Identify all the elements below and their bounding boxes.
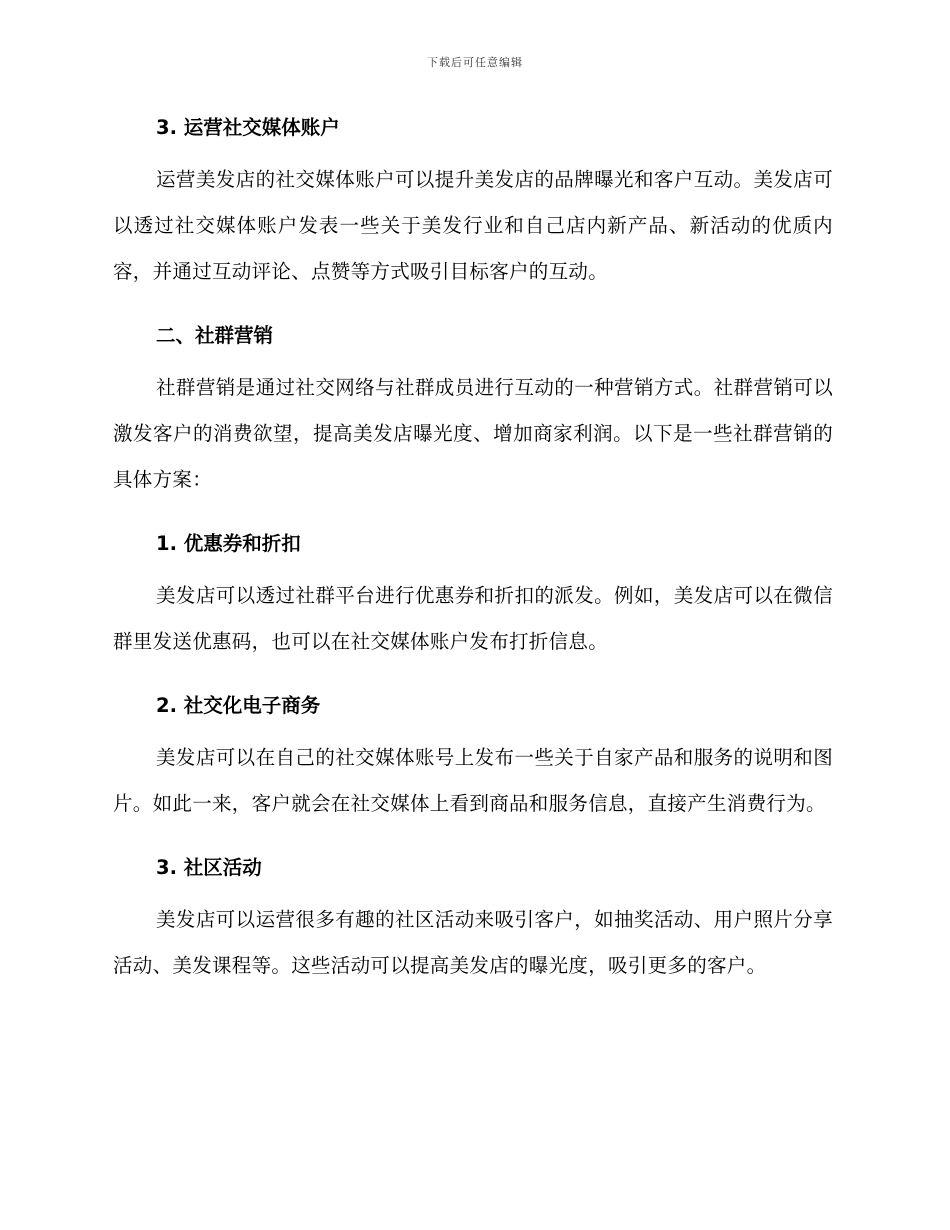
section-heading: 二、社群营销 [156, 324, 274, 347]
section-heading: 3. 社区活动 [156, 856, 262, 879]
section-paragraph: 美发店可以在自己的社交媒体账号上发布一些关于自家产品和服务的说明和图片。如此一来，客户就会在社交媒体上看到商品和服务信息，直接产生消费行为。 [113, 746, 833, 815]
section-paragraph: 美发店可以透过社群平台进行优惠券和折扣的派发。例如，美发店可以在微信群里发送优惠码，也可以在社交媒体账户发布打折信息。 [113, 584, 833, 653]
section-heading: 2. 社交化电子商务 [156, 694, 321, 717]
section-paragraph: 社群营销是通过社交网络与社群成员进行互动的一种营销方式。社群营销可以激发客户的消费欲望，提高美发店曝光度、增加商家利润。以下是一些社群营销的具体方案： [113, 376, 833, 491]
document-body [113, 110, 833, 989]
section-paragraph: 运营美发店的社交媒体账户可以提升美发店的品牌曝光和客户互动。美发店可以透过社交媒体账户发表一些关于美发行业和自己店内新产品、新活动的优质内容，并通过互动评论、点赞等方式吸引目标客户的互动。 [113, 168, 833, 283]
section-paragraph: 美发店可以运营很多有趣的社区活动来吸引客户，如抽奖活动、用户照片分享活动、美发课程等。这些活动可以提高美发店的曝光度，吸引更多的客户。 [113, 908, 833, 977]
page-header: 下载后可任意编辑 [427, 56, 523, 69]
section-heading: 3. 运营社交媒体账户 [156, 116, 340, 139]
section-heading: 1. 优惠券和折扣 [156, 532, 301, 555]
